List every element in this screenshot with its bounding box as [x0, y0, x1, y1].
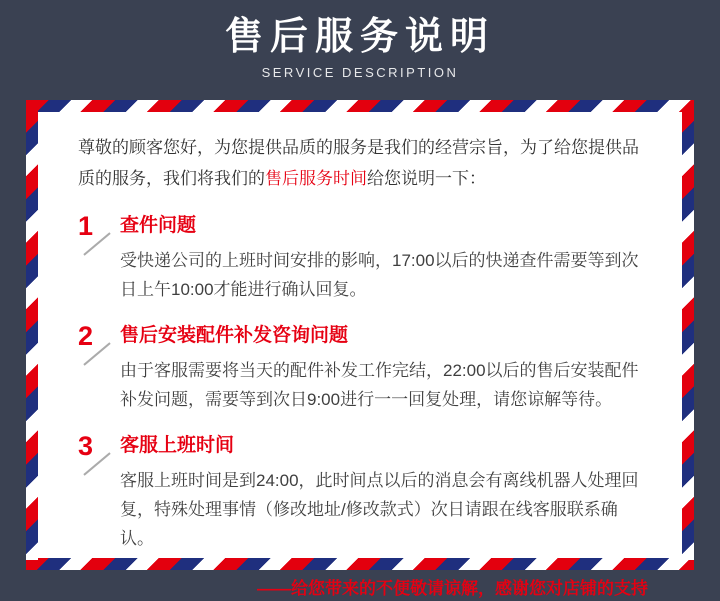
service-item-1: [78, 211, 648, 304]
item-number-column: [78, 431, 120, 553]
intro-text-before: 尊敬的顾客您好，为您提供品质的服务是我们的经营宗旨，为了给您提供品质的服务，我们将我们的: [78, 138, 639, 188]
service-item-3: [78, 431, 648, 553]
item-title: 客服上班时间: [120, 435, 235, 456]
service-item-2: [78, 321, 648, 414]
card-content: [26, 100, 694, 601]
item-body: 客服上班时间是到24:00，此时间点以后的消息会有离线机器人处理回复，特殊处理事情（修改地址/修改款式）次日请跟在线客服联系确认。: [120, 471, 639, 548]
item-number-column: [78, 321, 120, 414]
item-title: 查件问题: [120, 215, 197, 236]
service-notice-card: [26, 100, 694, 598]
item-content: [120, 321, 648, 414]
item-number: 2: [78, 321, 94, 351]
item-number: 1: [78, 211, 94, 241]
intro-highlight: 售后服务时间: [265, 169, 367, 188]
item-number-column: [78, 211, 120, 304]
item-body: 由于客服需要将当天的配件补发工作完结，22:00以后的售后安装配件补发问题，需要等到次日9:00进行一一回复处理，请您谅解等待。: [120, 361, 639, 409]
intro-paragraph: [78, 132, 648, 194]
intro-text-after: 给您说明一下：: [367, 169, 486, 188]
closing-apology-line: ——给您带来的不便敬请谅解，感谢您对店铺的支持: [257, 579, 648, 598]
page-title: 售后服务说明: [224, 16, 495, 58]
item-number: 3: [78, 431, 94, 461]
item-body: 受快递公司的上班时间安排的影响，17:00以后的快递查件需要等到次日上午10:00才能进行确认回复。: [120, 251, 639, 299]
page-subtitle: SERVICE DESCRIPTION: [261, 65, 459, 80]
item-content: [120, 431, 648, 553]
page-header: [0, 0, 720, 100]
item-content: [120, 211, 648, 304]
item-title: 售后安装配件补发咨询问题: [120, 325, 349, 346]
